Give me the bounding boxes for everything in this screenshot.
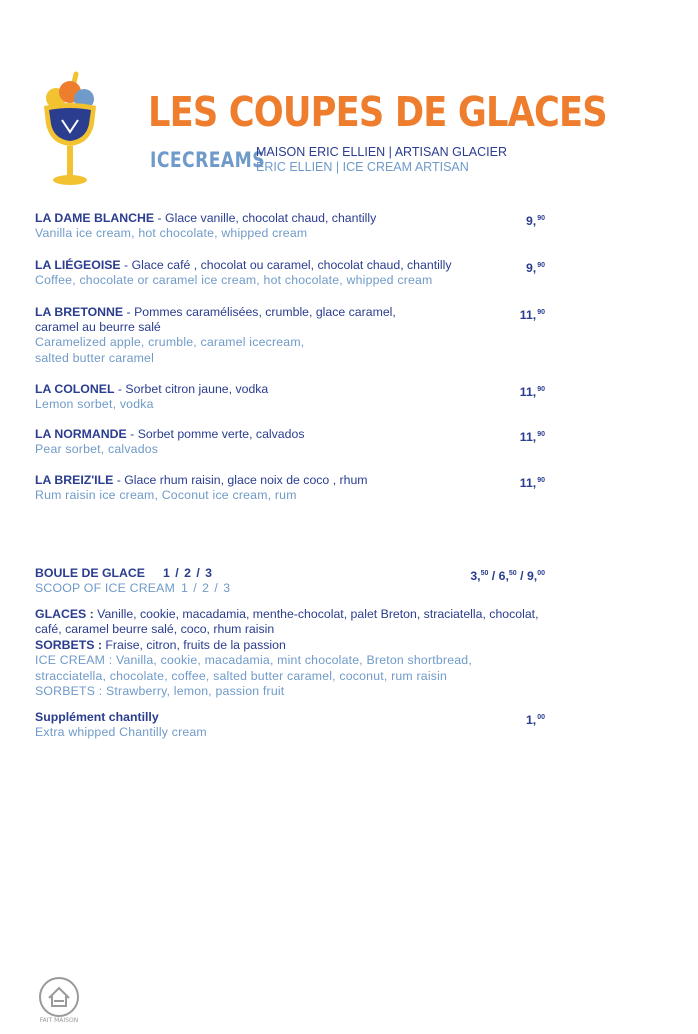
item-price: 11,90 — [519, 430, 545, 444]
menu-item-dame-blanche — [35, 211, 545, 241]
glaces-label: GLACES : — [35, 607, 94, 621]
item-name: LA BREIZ'ILE — [35, 473, 114, 487]
item-price: 11,90 — [519, 476, 545, 490]
svg-text:FAIT MAISON: FAIT MAISON — [39, 1017, 79, 1024]
item-price: 11,90 — [519, 385, 545, 399]
item-desc-fr-2: caramel au beurre salé — [35, 320, 161, 335]
item-desc-en: Rum raisin ice cream, Coconut ice cream, rum — [35, 488, 297, 503]
item-name: LA NORMANDE — [35, 427, 127, 441]
ice-cream-coupe-logo — [40, 70, 100, 188]
sorbets-label: SORBETS : — [35, 637, 102, 652]
item-desc-fr: - Sorbet citron jaune, vodka — [114, 382, 269, 396]
supplement-name: Supplément chantilly — [35, 710, 159, 724]
item-desc-en: Pear sorbet, calvados — [35, 442, 159, 457]
item-name: LA COLONEL — [35, 382, 115, 396]
maker-info — [256, 145, 507, 175]
flavors-section — [35, 607, 545, 699]
item-desc-en: Lemon sorbet, vodka — [35, 397, 154, 412]
item-name: LA DAME BLANCHE — [35, 211, 155, 225]
item-name: LA LIÉGEOISE — [35, 258, 121, 272]
menu-subtitle: ICECREAMS — [150, 148, 266, 172]
item-desc-fr: - Glace vanille, chocolat chaud, chantilly — [154, 211, 377, 225]
menu-title: LES COUPES DE GLACES — [148, 88, 607, 136]
sorbets-list: Fraise, citron, fruits de la passion — [101, 637, 286, 652]
menu-item-bretonne — [35, 305, 545, 366]
item-price: 9,90 — [525, 261, 545, 275]
item-desc-fr: - Pommes caramélisées, crumble, glace caramel, — [123, 305, 396, 319]
supplement-price: 1,00 — [525, 713, 545, 727]
item-desc-en: Vanilla ice cream, hot chocolate, whipped cream — [35, 226, 308, 241]
item-desc-en: Coffee, chocolate or caramel ice cream, hot chocolate, whipped cream — [35, 273, 433, 288]
menu-item-liegeoise — [35, 258, 545, 288]
item-desc-en: Caramelized apple, crumble, caramel icecream, — [35, 335, 305, 350]
menu-item-normande — [35, 427, 545, 457]
menu-item-supplement — [35, 710, 545, 740]
supplement-desc-en: Extra whipped Chantilly cream — [35, 725, 207, 740]
scoop-sizes-en: 1 / 2 / 3 — [181, 581, 232, 596]
item-desc-en-2: salted butter caramel — [35, 350, 155, 365]
fait-maison-badge — [36, 974, 82, 1024]
glaces-list: Vanille, cookie, macadamia, menthe-chocolat, palet Breton, straciatella, chocolat, café, caramel beurre salé, coco, rhum raisin — [35, 607, 539, 637]
icecream-list-en: ICE CREAM : Vanilla, cookie, macadamia, mint chocolate, Breton shortbread, stracciatella, chocolate, coffee, salted butter caramel, coconut, rum raisin — [35, 653, 472, 683]
sorbets-list-en: SORBETS : Strawberry, lemon, passion fruit — [35, 684, 285, 699]
item-desc-fr: - Glace café , chocolat ou caramel, chocolat chaud, chantilly — [120, 258, 452, 272]
item-name: LA BRETONNE — [35, 305, 124, 319]
scoop-sizes: 1 / 2 / 3 — [163, 566, 214, 580]
item-price: 9,90 — [525, 214, 545, 228]
item-price: 11,90 — [519, 308, 545, 322]
item-desc-fr: - Glace rhum raisin, glace noix de coco , rhum — [113, 473, 368, 487]
maker-fr: MAISON ERIC ELLIEN | ARTISAN GLACIER — [256, 145, 508, 159]
menu-item-breizile — [35, 473, 545, 503]
menu-item-colonel — [35, 382, 545, 412]
scoop-prices: 3,50 / 6,50 / 9,00 — [470, 569, 545, 583]
scoop-name-en: SCOOP OF ICE CREAM — [35, 581, 176, 596]
scoop-section — [35, 566, 545, 596]
item-desc-fr: - Sorbet pomme verte, calvados — [126, 427, 305, 441]
scoop-name: BOULE DE GLACE — [35, 566, 145, 580]
maker-en: ERIC ELLIEN | ICE CREAM ARTISAN — [256, 160, 469, 174]
